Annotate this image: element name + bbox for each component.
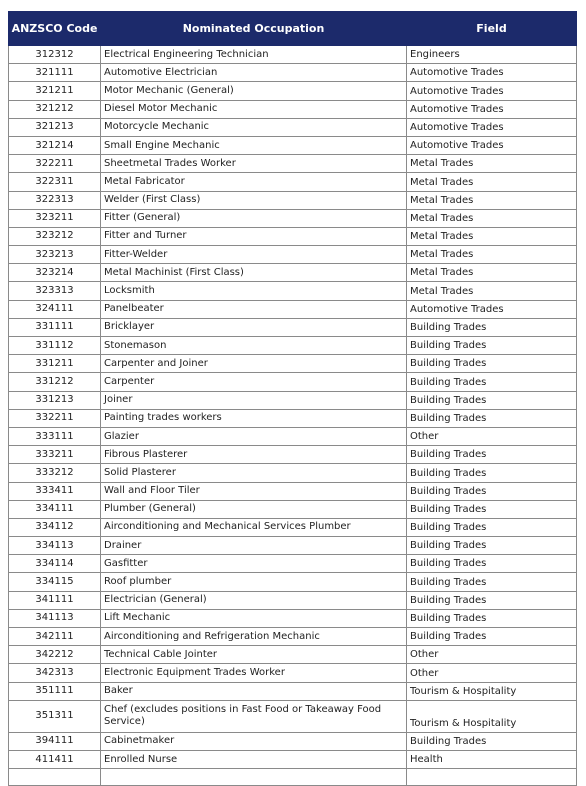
anzsco-code-cell: 333211	[9, 446, 101, 464]
table-row	[9, 173, 577, 191]
table-body	[9, 46, 577, 786]
table-row	[9, 555, 577, 573]
table-row	[9, 769, 577, 786]
field-cell: Automotive Trades	[407, 82, 577, 100]
field-cell: Metal Trades	[407, 173, 577, 191]
table-row	[9, 646, 577, 664]
anzsco-code-cell: 334115	[9, 573, 101, 591]
occupation-cell	[101, 769, 407, 786]
anzsco-code-cell: 323214	[9, 264, 101, 282]
anzsco-code-cell: 322313	[9, 191, 101, 209]
header-anzsco-code: ANZSCO Code	[9, 12, 101, 46]
table-row	[9, 264, 577, 282]
anzsco-code-cell: 312312	[9, 46, 101, 64]
field-cell: Building Trades	[407, 609, 577, 627]
field-cell	[407, 769, 577, 786]
field-cell: Building Trades	[407, 537, 577, 555]
occupation-cell: Metal Machinist (First Class)	[101, 264, 407, 282]
table-row	[9, 209, 577, 227]
occupation-cell: Joiner	[101, 391, 407, 409]
occupation-cell: Welder (First Class)	[101, 191, 407, 209]
occupation-cell: Airconditioning and Mechanical Services Plumber	[101, 518, 407, 536]
field-cell: Metal Trades	[407, 264, 577, 282]
table-row	[9, 682, 577, 700]
anzsco-code-cell: 321213	[9, 118, 101, 136]
anzsco-code-cell: 322311	[9, 173, 101, 191]
field-cell: Metal Trades	[407, 227, 577, 245]
anzsco-code-cell: 332211	[9, 409, 101, 427]
anzsco-code-cell: 334111	[9, 500, 101, 518]
table-row	[9, 355, 577, 373]
field-cell: Automotive Trades	[407, 300, 577, 318]
anzsco-code-cell: 411411	[9, 750, 101, 768]
anzsco-code-cell: 334113	[9, 537, 101, 555]
table-row	[9, 482, 577, 500]
table-row	[9, 591, 577, 609]
occupation-table	[8, 11, 577, 786]
table-row	[9, 100, 577, 118]
table-row	[9, 391, 577, 409]
occupation-cell: Stonemason	[101, 337, 407, 355]
table-row	[9, 246, 577, 264]
anzsco-code-cell: 351111	[9, 682, 101, 700]
table-row	[9, 191, 577, 209]
table-row	[9, 446, 577, 464]
anzsco-code-cell: 331111	[9, 318, 101, 336]
anzsco-code-cell: 321212	[9, 100, 101, 118]
field-cell: Building Trades	[407, 482, 577, 500]
table-row	[9, 300, 577, 318]
table-row	[9, 500, 577, 518]
anzsco-code-cell: 331212	[9, 373, 101, 391]
table-row	[9, 664, 577, 682]
anzsco-code-cell: 342111	[9, 628, 101, 646]
occupation-cell: Technical Cable Jointer	[101, 646, 407, 664]
table-row	[9, 318, 577, 336]
field-cell: Engineers	[407, 46, 577, 64]
anzsco-code-cell: 321214	[9, 136, 101, 154]
anzsco-code-cell: 342313	[9, 664, 101, 682]
anzsco-code-cell: 334112	[9, 518, 101, 536]
table-row	[9, 82, 577, 100]
header-field: Field	[407, 12, 577, 46]
anzsco-code-cell: 323313	[9, 282, 101, 300]
table-row	[9, 64, 577, 82]
field-cell: Automotive Trades	[407, 64, 577, 82]
anzsco-code-cell: 323213	[9, 246, 101, 264]
occupation-cell: Automotive Electrician	[101, 64, 407, 82]
header-nominated-occupation: Nominated Occupation	[101, 12, 407, 46]
anzsco-code-cell: 331112	[9, 337, 101, 355]
field-cell: Other	[407, 664, 577, 682]
occupation-cell: Panelbeater	[101, 300, 407, 318]
occupation-cell: Solid Plasterer	[101, 464, 407, 482]
occupation-cell: Metal Fabricator	[101, 173, 407, 191]
occupation-cell: Lift Mechanic	[101, 609, 407, 627]
occupation-table-container	[8, 11, 576, 786]
anzsco-code-cell: 342212	[9, 646, 101, 664]
anzsco-code-cell: 334114	[9, 555, 101, 573]
field-cell: Metal Trades	[407, 191, 577, 209]
occupation-cell: Electrical Engineering Technician	[101, 46, 407, 64]
occupation-cell: Chef (excludes positions in Fast Food or Takeaway Food Service)	[101, 700, 407, 732]
table-row	[9, 464, 577, 482]
field-cell: Other	[407, 427, 577, 445]
table-row	[9, 118, 577, 136]
occupation-cell: Baker	[101, 682, 407, 700]
anzsco-code-cell: 341113	[9, 609, 101, 627]
field-cell: Building Trades	[407, 591, 577, 609]
field-cell: Building Trades	[407, 555, 577, 573]
table-row	[9, 537, 577, 555]
table-row	[9, 227, 577, 245]
field-cell: Building Trades	[407, 628, 577, 646]
field-cell: Metal Trades	[407, 246, 577, 264]
anzsco-code-cell: 331213	[9, 391, 101, 409]
anzsco-code-cell: 331211	[9, 355, 101, 373]
field-cell: Building Trades	[407, 318, 577, 336]
field-cell: Other	[407, 646, 577, 664]
table-row	[9, 518, 577, 536]
occupation-cell: Bricklayer	[101, 318, 407, 336]
table-row	[9, 750, 577, 768]
occupation-cell: Carpenter	[101, 373, 407, 391]
occupation-cell: Sheetmetal Trades Worker	[101, 155, 407, 173]
anzsco-code-cell: 394111	[9, 732, 101, 750]
anzsco-code-cell: 323211	[9, 209, 101, 227]
occupation-cell: Enrolled Nurse	[101, 750, 407, 768]
occupation-cell: Motorcycle Mechanic	[101, 118, 407, 136]
header-row	[9, 12, 577, 46]
anzsco-code-cell: 341111	[9, 591, 101, 609]
occupation-cell: Cabinetmaker	[101, 732, 407, 750]
anzsco-code-cell	[9, 769, 101, 786]
anzsco-code-cell: 321211	[9, 82, 101, 100]
occupation-cell: Electronic Equipment Trades Worker	[101, 664, 407, 682]
occupation-cell: Electrician (General)	[101, 591, 407, 609]
occupation-cell: Fitter-Welder	[101, 246, 407, 264]
anzsco-code-cell: 333212	[9, 464, 101, 482]
field-cell: Health	[407, 750, 577, 768]
occupation-cell: Diesel Motor Mechanic	[101, 100, 407, 118]
occupation-cell: Fitter and Turner	[101, 227, 407, 245]
field-cell: Building Trades	[407, 446, 577, 464]
occupation-cell: Roof plumber	[101, 573, 407, 591]
table-row	[9, 700, 577, 732]
occupation-cell: Fibrous Plasterer	[101, 446, 407, 464]
table-row	[9, 46, 577, 64]
field-cell: Automotive Trades	[407, 118, 577, 136]
anzsco-code-cell: 324111	[9, 300, 101, 318]
field-cell: Metal Trades	[407, 155, 577, 173]
occupation-cell: Locksmith	[101, 282, 407, 300]
table-row	[9, 136, 577, 154]
occupation-cell: Motor Mechanic (General)	[101, 82, 407, 100]
occupation-cell: Painting trades workers	[101, 409, 407, 427]
occupation-cell: Wall and Floor Tiler	[101, 482, 407, 500]
occupation-cell: Plumber (General)	[101, 500, 407, 518]
anzsco-code-cell: 323212	[9, 227, 101, 245]
table-header	[9, 12, 577, 46]
table-row	[9, 427, 577, 445]
field-cell: Automotive Trades	[407, 100, 577, 118]
anzsco-code-cell: 333411	[9, 482, 101, 500]
field-cell: Tourism & Hospitality	[407, 700, 577, 732]
field-cell: Building Trades	[407, 355, 577, 373]
table-row	[9, 409, 577, 427]
anzsco-code-cell: 321111	[9, 64, 101, 82]
field-cell: Automotive Trades	[407, 136, 577, 154]
field-cell: Building Trades	[407, 409, 577, 427]
table-row	[9, 373, 577, 391]
occupation-cell: Carpenter and Joiner	[101, 355, 407, 373]
field-cell: Building Trades	[407, 464, 577, 482]
occupation-cell: Small Engine Mechanic	[101, 136, 407, 154]
field-cell: Building Trades	[407, 732, 577, 750]
occupation-cell: Airconditioning and Refrigeration Mechanic	[101, 628, 407, 646]
field-cell: Building Trades	[407, 518, 577, 536]
occupation-cell: Glazier	[101, 427, 407, 445]
occupation-cell: Drainer	[101, 537, 407, 555]
field-cell: Building Trades	[407, 373, 577, 391]
field-cell: Metal Trades	[407, 209, 577, 227]
table-row	[9, 609, 577, 627]
occupation-cell: Fitter (General)	[101, 209, 407, 227]
anzsco-code-cell: 351311	[9, 700, 101, 732]
table-row	[9, 628, 577, 646]
table-row	[9, 732, 577, 750]
field-cell: Metal Trades	[407, 282, 577, 300]
table-row	[9, 282, 577, 300]
field-cell: Building Trades	[407, 337, 577, 355]
anzsco-code-cell: 322211	[9, 155, 101, 173]
field-cell: Building Trades	[407, 573, 577, 591]
occupation-cell: Gasfitter	[101, 555, 407, 573]
field-cell: Building Trades	[407, 500, 577, 518]
field-cell: Tourism & Hospitality	[407, 682, 577, 700]
table-row	[9, 573, 577, 591]
field-cell: Building Trades	[407, 391, 577, 409]
anzsco-code-cell: 333111	[9, 427, 101, 445]
table-row	[9, 155, 577, 173]
table-row	[9, 337, 577, 355]
